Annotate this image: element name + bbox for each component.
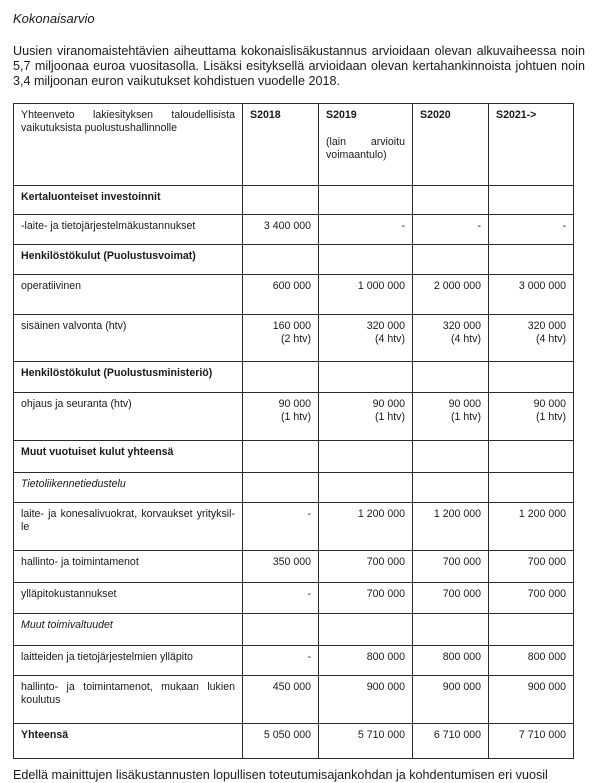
row-label: sisäinen valvonta (htv)	[14, 315, 243, 362]
value-amount: 5 050 000	[263, 729, 311, 741]
value-amount: 700 000	[527, 588, 566, 600]
value-amount: 7 710 000	[518, 729, 566, 741]
row-label: hallinto- ja toimintamenot	[14, 551, 243, 583]
row-value	[243, 393, 319, 441]
value-amount: 160 000	[272, 320, 311, 332]
header-s2021: S2021->	[489, 104, 574, 186]
value-htv-note: (1 htv)	[450, 411, 481, 423]
row-value	[489, 215, 574, 245]
row-value	[489, 724, 574, 759]
value-amount: 700 000	[442, 588, 481, 600]
row-label: operatiivinen	[14, 275, 243, 315]
table-row	[14, 186, 574, 215]
table-row	[14, 551, 574, 583]
value-amount: 450 000	[272, 681, 311, 693]
row-value	[413, 583, 489, 614]
table-header-row	[14, 104, 574, 186]
header-s2019-note: (lain arvioitu voimaantulo)	[326, 136, 405, 161]
row-label: Muut toimivaltuudet	[14, 614, 243, 646]
intro-paragraph: Uusien viranomaistehtävien aiheuttama kokonaislisäkustannus arvioidaan olevan alkuvaiheessa noin 5,7 miljoonaa euroa vuositasolla. Lisäksi esityksellä arvioidaan olevan kertahankinnoista johtuen noin 3,4 miljoonan euron vaikutukset kohdistuen vuodelle 2018.	[13, 44, 585, 88]
row-value	[413, 646, 489, 676]
row-value	[489, 551, 574, 583]
row-value	[319, 614, 413, 646]
row-value	[489, 503, 574, 551]
value-amount: 320 000	[442, 320, 481, 332]
value-amount: 1 200 000	[433, 508, 481, 520]
row-value	[413, 724, 489, 759]
value-amount: 700 000	[527, 556, 566, 568]
cost-summary-table	[13, 103, 574, 759]
row-value	[319, 473, 413, 503]
table-row	[14, 245, 574, 275]
value-htv-note: (1 htv)	[374, 411, 405, 423]
row-value	[413, 186, 489, 215]
row-value	[489, 362, 574, 393]
value-amount: 2 000 000	[433, 280, 481, 292]
row-value	[413, 393, 489, 441]
row-value	[413, 441, 489, 473]
row-value	[413, 362, 489, 393]
value-amount: 700 000	[442, 556, 481, 568]
table-row	[14, 393, 574, 441]
value-amount: 900 000	[442, 681, 481, 693]
value-amount: 90 000	[278, 398, 311, 410]
row-value	[413, 215, 489, 245]
table-row	[14, 473, 574, 503]
row-value	[413, 676, 489, 724]
row-value	[489, 614, 574, 646]
row-value	[243, 362, 319, 393]
row-value	[413, 551, 489, 583]
value-htv-note: (4 htv)	[535, 333, 566, 345]
row-value	[489, 676, 574, 724]
row-value	[413, 473, 489, 503]
value-amount: 90 000	[372, 398, 405, 410]
row-value	[243, 503, 319, 551]
value-amount: -	[307, 651, 311, 663]
value-amount: 5 710 000	[357, 729, 405, 741]
value-amount: 90 000	[533, 398, 566, 410]
row-label: Henkilöstökulut (Puolustusvoimat)	[14, 245, 243, 275]
row-value	[489, 245, 574, 275]
row-label: Muut vuotuiset kulut yhteensä	[14, 441, 243, 473]
row-label: Tietoliikennetiedustelu	[14, 473, 243, 503]
row-value	[319, 724, 413, 759]
row-value	[243, 724, 319, 759]
row-value	[489, 315, 574, 362]
value-amount: 600 000	[272, 280, 311, 292]
row-value	[243, 245, 319, 275]
table-row	[14, 275, 574, 315]
row-value	[319, 215, 413, 245]
table-row	[14, 676, 574, 724]
row-label: hallinto- ja toimintamenot, mukaan lukien koulutus	[14, 676, 243, 724]
value-amount: 320 000	[527, 320, 566, 332]
row-label: Yhteensä	[14, 724, 243, 759]
table-row	[14, 315, 574, 362]
row-value	[319, 583, 413, 614]
table-row	[14, 724, 574, 759]
value-amount: 1 200 000	[518, 508, 566, 520]
row-value	[319, 315, 413, 362]
row-value	[413, 315, 489, 362]
row-value	[243, 441, 319, 473]
value-amount: 1 200 000	[357, 508, 405, 520]
row-value	[489, 646, 574, 676]
value-amount: 900 000	[527, 681, 566, 693]
header-label: Yhteenveto lakiesityksen taloudellisista vaikutuksista puolustushallinnolle	[14, 104, 243, 186]
value-amount: -	[477, 220, 481, 232]
value-htv-note: (4 htv)	[374, 333, 405, 345]
value-htv-note: (1 htv)	[280, 411, 311, 423]
value-htv-note: (4 htv)	[450, 333, 481, 345]
value-amount: -	[401, 220, 405, 232]
value-amount: -	[562, 220, 566, 232]
header-s2019-year: S2019	[326, 109, 357, 121]
value-amount: 3 400 000	[263, 220, 311, 232]
row-value	[243, 315, 319, 362]
row-value	[319, 676, 413, 724]
table-row	[14, 646, 574, 676]
row-value	[413, 275, 489, 315]
row-value	[319, 186, 413, 215]
row-value	[319, 646, 413, 676]
table-row	[14, 503, 574, 551]
row-value	[489, 393, 574, 441]
value-htv-note: (1 htv)	[535, 411, 566, 423]
row-value	[413, 245, 489, 275]
value-amount: -	[307, 588, 311, 600]
row-value	[243, 186, 319, 215]
value-amount: 800 000	[527, 651, 566, 663]
row-value	[489, 473, 574, 503]
table-row	[14, 441, 574, 473]
row-value	[243, 676, 319, 724]
row-value	[243, 551, 319, 583]
value-amount: 320 000	[366, 320, 405, 332]
row-value	[319, 503, 413, 551]
table-row	[14, 583, 574, 614]
row-value	[243, 215, 319, 245]
value-amount: 350 000	[272, 556, 311, 568]
header-s2019	[319, 104, 413, 186]
value-amount: 800 000	[442, 651, 481, 663]
table-row	[14, 215, 574, 245]
row-value	[319, 245, 413, 275]
row-value	[319, 551, 413, 583]
row-value	[319, 441, 413, 473]
row-label: laitteiden ja tietojärjestelmien ylläpito	[14, 646, 243, 676]
row-value	[489, 441, 574, 473]
row-value	[319, 275, 413, 315]
row-value	[413, 503, 489, 551]
row-value	[243, 473, 319, 503]
row-label: Henkilöstökulut (Puolustusministeriö)	[14, 362, 243, 393]
row-value	[243, 646, 319, 676]
row-value	[489, 186, 574, 215]
row-label: ohjaus ja seuranta (htv)	[14, 393, 243, 441]
row-value	[413, 614, 489, 646]
row-value	[243, 614, 319, 646]
value-amount: 1 000 000	[357, 280, 405, 292]
value-amount: 3 000 000	[518, 280, 566, 292]
value-amount: 6 710 000	[433, 729, 481, 741]
section-heading: Kokonaisarvio	[13, 11, 95, 26]
value-amount: 800 000	[366, 651, 405, 663]
value-htv-note: (2 htv)	[280, 333, 311, 345]
header-s2018: S2018	[243, 104, 319, 186]
row-value	[489, 275, 574, 315]
row-label: Kertaluonteiset investoinnit	[14, 186, 243, 215]
row-label: laite- ja konesalivuokrat, korvaukset yrityksil-le	[14, 503, 243, 551]
row-value	[243, 583, 319, 614]
row-value	[319, 393, 413, 441]
table-row	[14, 614, 574, 646]
row-label: ylläpitokustannukset	[14, 583, 243, 614]
value-amount: 700 000	[366, 588, 405, 600]
value-amount: 900 000	[366, 681, 405, 693]
table-row	[14, 362, 574, 393]
header-s2020: S2020	[413, 104, 489, 186]
row-label: -laite- ja tietojärjestelmäkustannukset	[14, 215, 243, 245]
value-amount: -	[307, 508, 311, 520]
footer-paragraph: Edellä mainittujen lisäkustannusten lopullisen toteutumisajankohdan ja kohdentumisen eri vuosil	[13, 768, 548, 782]
row-value	[489, 583, 574, 614]
value-amount: 90 000	[448, 398, 481, 410]
row-value	[319, 362, 413, 393]
value-amount: 700 000	[366, 556, 405, 568]
row-value	[243, 275, 319, 315]
